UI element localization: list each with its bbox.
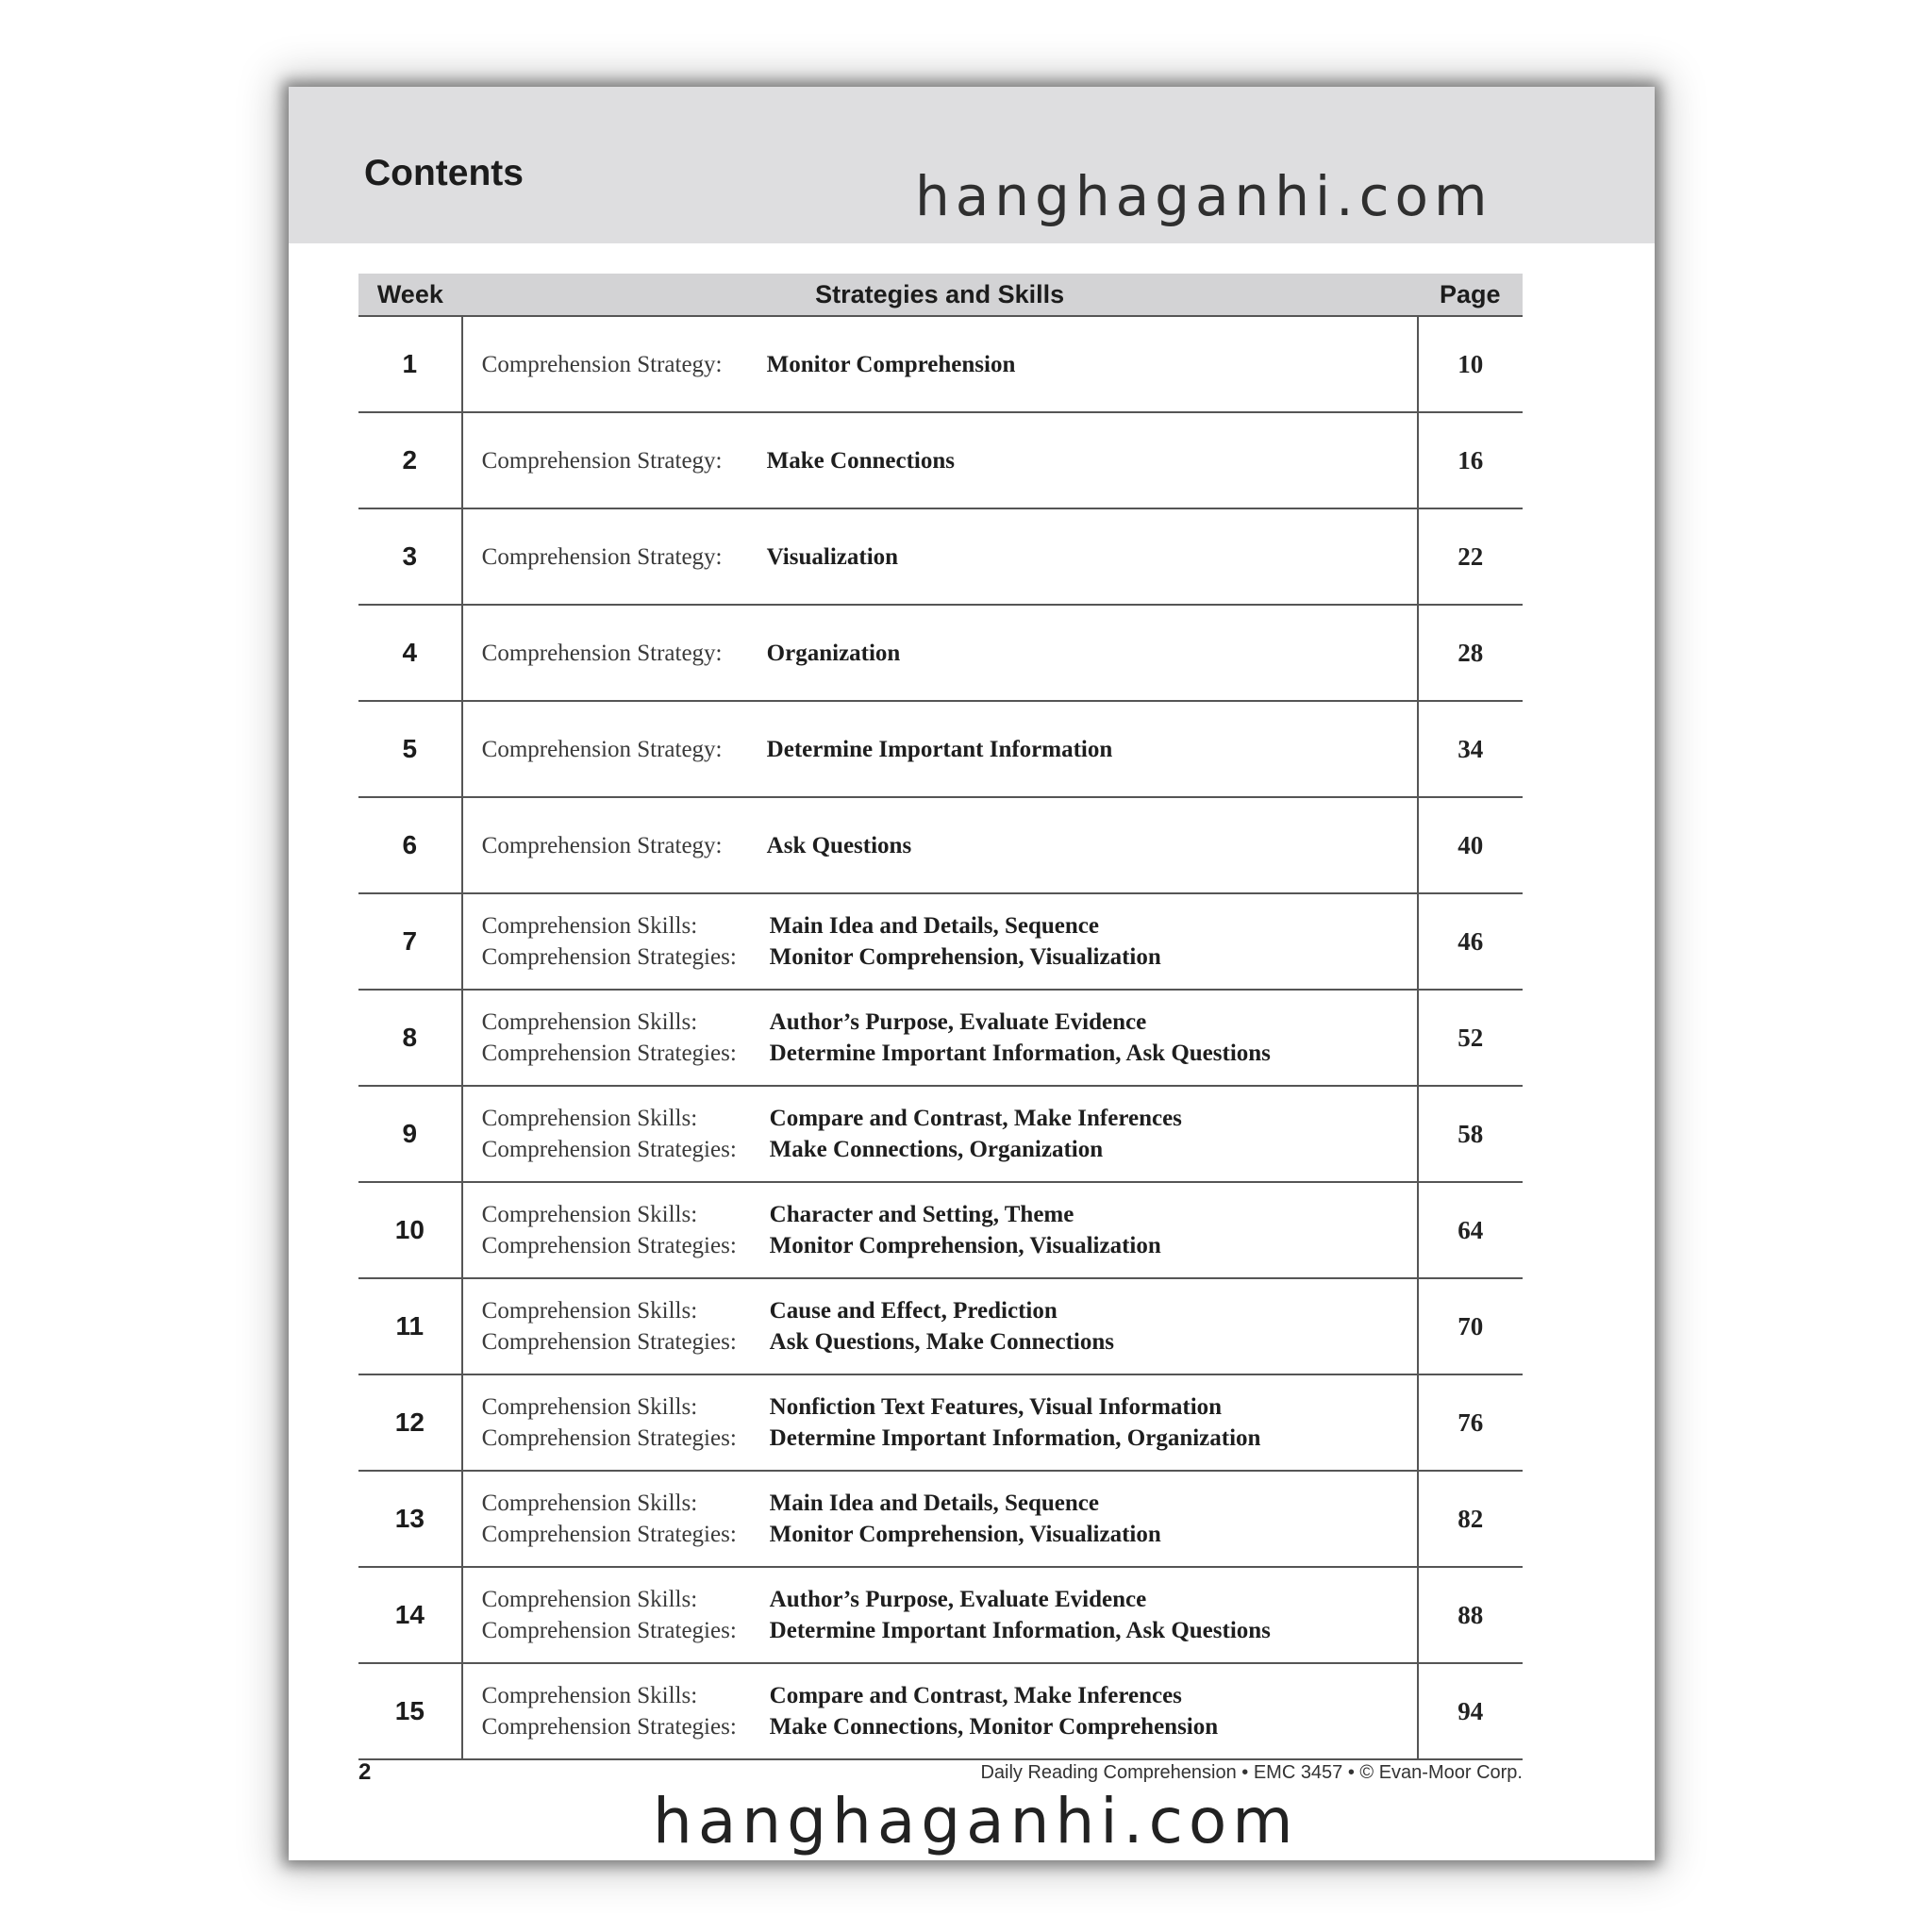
table-row bbox=[358, 1567, 1523, 1663]
strategy-line bbox=[482, 830, 1417, 861]
strategy-line bbox=[482, 1391, 1417, 1423]
footer-credit: Daily Reading Comprehension • EMC 3457 • © Evan-Moor Corp. bbox=[980, 1762, 1523, 1783]
strategies-cell bbox=[462, 605, 1418, 701]
strategy-label: Comprehension Skills: bbox=[481, 1009, 698, 1035]
strategy-line bbox=[482, 349, 1417, 380]
strategy-value: Nonfiction Text Features, Visual Information bbox=[769, 1394, 1223, 1420]
page-number: 2 bbox=[358, 1759, 372, 1785]
week-number: 3 bbox=[358, 508, 462, 605]
strategy-value: Main Idea and Details, Sequence bbox=[769, 1491, 1100, 1516]
strategy-label: Comprehension Skills: bbox=[481, 913, 698, 939]
strategy-value: Author’s Purpose, Evaluate Evidence bbox=[769, 1587, 1147, 1612]
strategy-line bbox=[482, 1199, 1417, 1230]
table-row bbox=[358, 1663, 1523, 1759]
week-number: 7 bbox=[358, 893, 462, 990]
strategy-label: Comprehension Strategies: bbox=[481, 1714, 737, 1740]
strategies-cell bbox=[462, 1182, 1418, 1278]
strategy-line bbox=[482, 910, 1417, 941]
strategy-value: Visualization bbox=[766, 543, 899, 570]
strategy-label: Comprehension Strategies: bbox=[481, 1522, 737, 1547]
strategy-label: Comprehension Skills: bbox=[481, 1202, 698, 1227]
strategy-value: Monitor Comprehension bbox=[766, 351, 1016, 377]
strategy-value: Compare and Contrast, Make Inferences bbox=[769, 1683, 1182, 1708]
strategy-label: Comprehension Strategies: bbox=[481, 1425, 737, 1451]
strategy-line bbox=[482, 1295, 1417, 1326]
table-row bbox=[358, 316, 1523, 412]
strategy-label: Comprehension Strategies: bbox=[481, 1137, 737, 1162]
page-reference: 46 bbox=[1418, 893, 1523, 990]
strategy-line bbox=[482, 1326, 1417, 1357]
week-number: 6 bbox=[358, 797, 462, 893]
strategy-label: Comprehension Strategies: bbox=[481, 1233, 737, 1258]
strategy-line bbox=[482, 1519, 1417, 1550]
table-header-row bbox=[358, 274, 1523, 316]
table-row bbox=[358, 1374, 1523, 1471]
strategy-label: Comprehension Strategy: bbox=[481, 832, 723, 858]
page-reference: 94 bbox=[1418, 1663, 1523, 1759]
strategies-cell bbox=[462, 1374, 1418, 1471]
page-reference: 34 bbox=[1418, 701, 1523, 797]
strategy-label: Comprehension Strategy: bbox=[481, 447, 723, 474]
strategy-line bbox=[482, 1711, 1417, 1742]
strategy-label: Comprehension Skills: bbox=[481, 1298, 698, 1324]
page-reference: 88 bbox=[1418, 1567, 1523, 1663]
week-number: 4 bbox=[358, 605, 462, 701]
page-reference: 76 bbox=[1418, 1374, 1523, 1471]
strategy-label: Comprehension Strategy: bbox=[481, 736, 723, 762]
strategy-label: Comprehension Strategies: bbox=[481, 1041, 737, 1066]
strategy-line bbox=[482, 1007, 1417, 1038]
strategy-value: Determine Important Information bbox=[766, 736, 1113, 762]
strategy-value: Compare and Contrast, Make Inferences bbox=[769, 1106, 1182, 1131]
strategy-label: Comprehension Strategy: bbox=[481, 543, 723, 570]
table-row bbox=[358, 1182, 1523, 1278]
week-number: 12 bbox=[358, 1374, 462, 1471]
page-reference: 64 bbox=[1418, 1182, 1523, 1278]
strategy-line bbox=[482, 638, 1417, 669]
strategy-value: Author’s Purpose, Evaluate Evidence bbox=[769, 1009, 1147, 1035]
watermark-top: hanghaganhi.com bbox=[915, 164, 1493, 228]
strategy-line bbox=[482, 1230, 1417, 1261]
strategy-value: Determine Important Information, Organization bbox=[769, 1425, 1261, 1451]
strategies-cell bbox=[462, 412, 1418, 508]
strategy-value: Monitor Comprehension, Visualization bbox=[769, 944, 1161, 970]
table-row bbox=[358, 412, 1523, 508]
strategy-label: Comprehension Strategies: bbox=[481, 1329, 737, 1355]
strategies-cell bbox=[462, 797, 1418, 893]
strategies-cell bbox=[462, 1567, 1418, 1663]
page-reference: 52 bbox=[1418, 990, 1523, 1086]
strategies-cell bbox=[462, 316, 1418, 412]
week-number: 1 bbox=[358, 316, 462, 412]
page-reference: 58 bbox=[1418, 1086, 1523, 1182]
strategy-value: Main Idea and Details, Sequence bbox=[769, 913, 1100, 939]
strategy-value: Make Connections, Organization bbox=[769, 1137, 1104, 1162]
strategies-cell bbox=[462, 1086, 1418, 1182]
strategy-label: Comprehension Strategies: bbox=[481, 1618, 737, 1643]
strategy-line bbox=[482, 1038, 1417, 1069]
page-column-header: Page bbox=[1418, 274, 1523, 316]
strategy-line bbox=[482, 1615, 1417, 1646]
document-page bbox=[289, 87, 1655, 1860]
page-reference: 40 bbox=[1418, 797, 1523, 893]
strategy-label: Comprehension Skills: bbox=[481, 1394, 698, 1420]
strategy-line bbox=[482, 941, 1417, 973]
table-row bbox=[358, 508, 1523, 605]
strategy-line bbox=[482, 1680, 1417, 1711]
table-row bbox=[358, 701, 1523, 797]
table-row bbox=[358, 1086, 1523, 1182]
table-row bbox=[358, 797, 1523, 893]
strategy-value: Monitor Comprehension, Visualization bbox=[769, 1522, 1161, 1547]
strategies-cell bbox=[462, 701, 1418, 797]
strategy-line bbox=[482, 1488, 1417, 1519]
week-number: 9 bbox=[358, 1086, 462, 1182]
strategy-value: Organization bbox=[766, 640, 901, 666]
strategies-cell bbox=[462, 990, 1418, 1086]
page-reference: 16 bbox=[1418, 412, 1523, 508]
strategies-cell bbox=[462, 1471, 1418, 1567]
page-reference: 82 bbox=[1418, 1471, 1523, 1567]
strategies-column-header: Strategies and Skills bbox=[462, 274, 1418, 316]
strategy-line bbox=[482, 1423, 1417, 1454]
table-row bbox=[358, 893, 1523, 990]
strategy-line bbox=[482, 541, 1417, 573]
strategy-label: Comprehension Skills: bbox=[481, 1491, 698, 1516]
strategy-value: Character and Setting, Theme bbox=[769, 1202, 1074, 1227]
week-number: 10 bbox=[358, 1182, 462, 1278]
strategy-value: Ask Questions bbox=[766, 832, 912, 858]
strategy-value: Monitor Comprehension, Visualization bbox=[769, 1233, 1161, 1258]
week-number: 5 bbox=[358, 701, 462, 797]
strategy-value: Determine Important Information, Ask Questions bbox=[769, 1041, 1271, 1066]
table-row bbox=[358, 990, 1523, 1086]
week-number: 2 bbox=[358, 412, 462, 508]
table-row bbox=[358, 1471, 1523, 1567]
watermark-bottom: hanghaganhi.com bbox=[653, 1785, 1299, 1857]
strategy-label: Comprehension Skills: bbox=[481, 1587, 698, 1612]
strategy-label: Comprehension Strategy: bbox=[481, 640, 723, 666]
page-reference: 10 bbox=[1418, 316, 1523, 412]
strategy-label: Comprehension Skills: bbox=[481, 1683, 698, 1708]
strategy-label: Comprehension Skills: bbox=[481, 1106, 698, 1131]
page-title: Contents bbox=[364, 153, 524, 193]
week-number: 11 bbox=[358, 1278, 462, 1374]
strategy-value: Ask Questions, Make Connections bbox=[769, 1329, 1114, 1355]
strategy-line bbox=[482, 445, 1417, 476]
strategy-value: Determine Important Information, Ask Questions bbox=[769, 1618, 1271, 1643]
contents-table bbox=[358, 274, 1523, 1760]
table-row bbox=[358, 1278, 1523, 1374]
strategy-value: Make Connections bbox=[766, 447, 955, 474]
strategies-cell bbox=[462, 1663, 1418, 1759]
strategy-line bbox=[482, 734, 1417, 765]
table-row bbox=[358, 605, 1523, 701]
strategy-value: Cause and Effect, Prediction bbox=[769, 1298, 1058, 1324]
page-reference: 70 bbox=[1418, 1278, 1523, 1374]
week-number: 15 bbox=[358, 1663, 462, 1759]
strategy-label: Comprehension Strategies: bbox=[481, 944, 737, 970]
table-body bbox=[358, 316, 1523, 1759]
week-column-header: Week bbox=[358, 274, 462, 316]
strategies-cell bbox=[462, 893, 1418, 990]
page-reference: 28 bbox=[1418, 605, 1523, 701]
week-number: 14 bbox=[358, 1567, 462, 1663]
page-reference: 22 bbox=[1418, 508, 1523, 605]
week-number: 8 bbox=[358, 990, 462, 1086]
strategy-line bbox=[482, 1103, 1417, 1134]
week-number: 13 bbox=[358, 1471, 462, 1567]
strategy-line bbox=[482, 1584, 1417, 1615]
strategies-cell bbox=[462, 1278, 1418, 1374]
strategies-cell bbox=[462, 508, 1418, 605]
strategy-label: Comprehension Strategy: bbox=[481, 351, 723, 377]
strategy-line bbox=[482, 1134, 1417, 1165]
strategy-value: Make Connections, Monitor Comprehension bbox=[769, 1714, 1219, 1740]
